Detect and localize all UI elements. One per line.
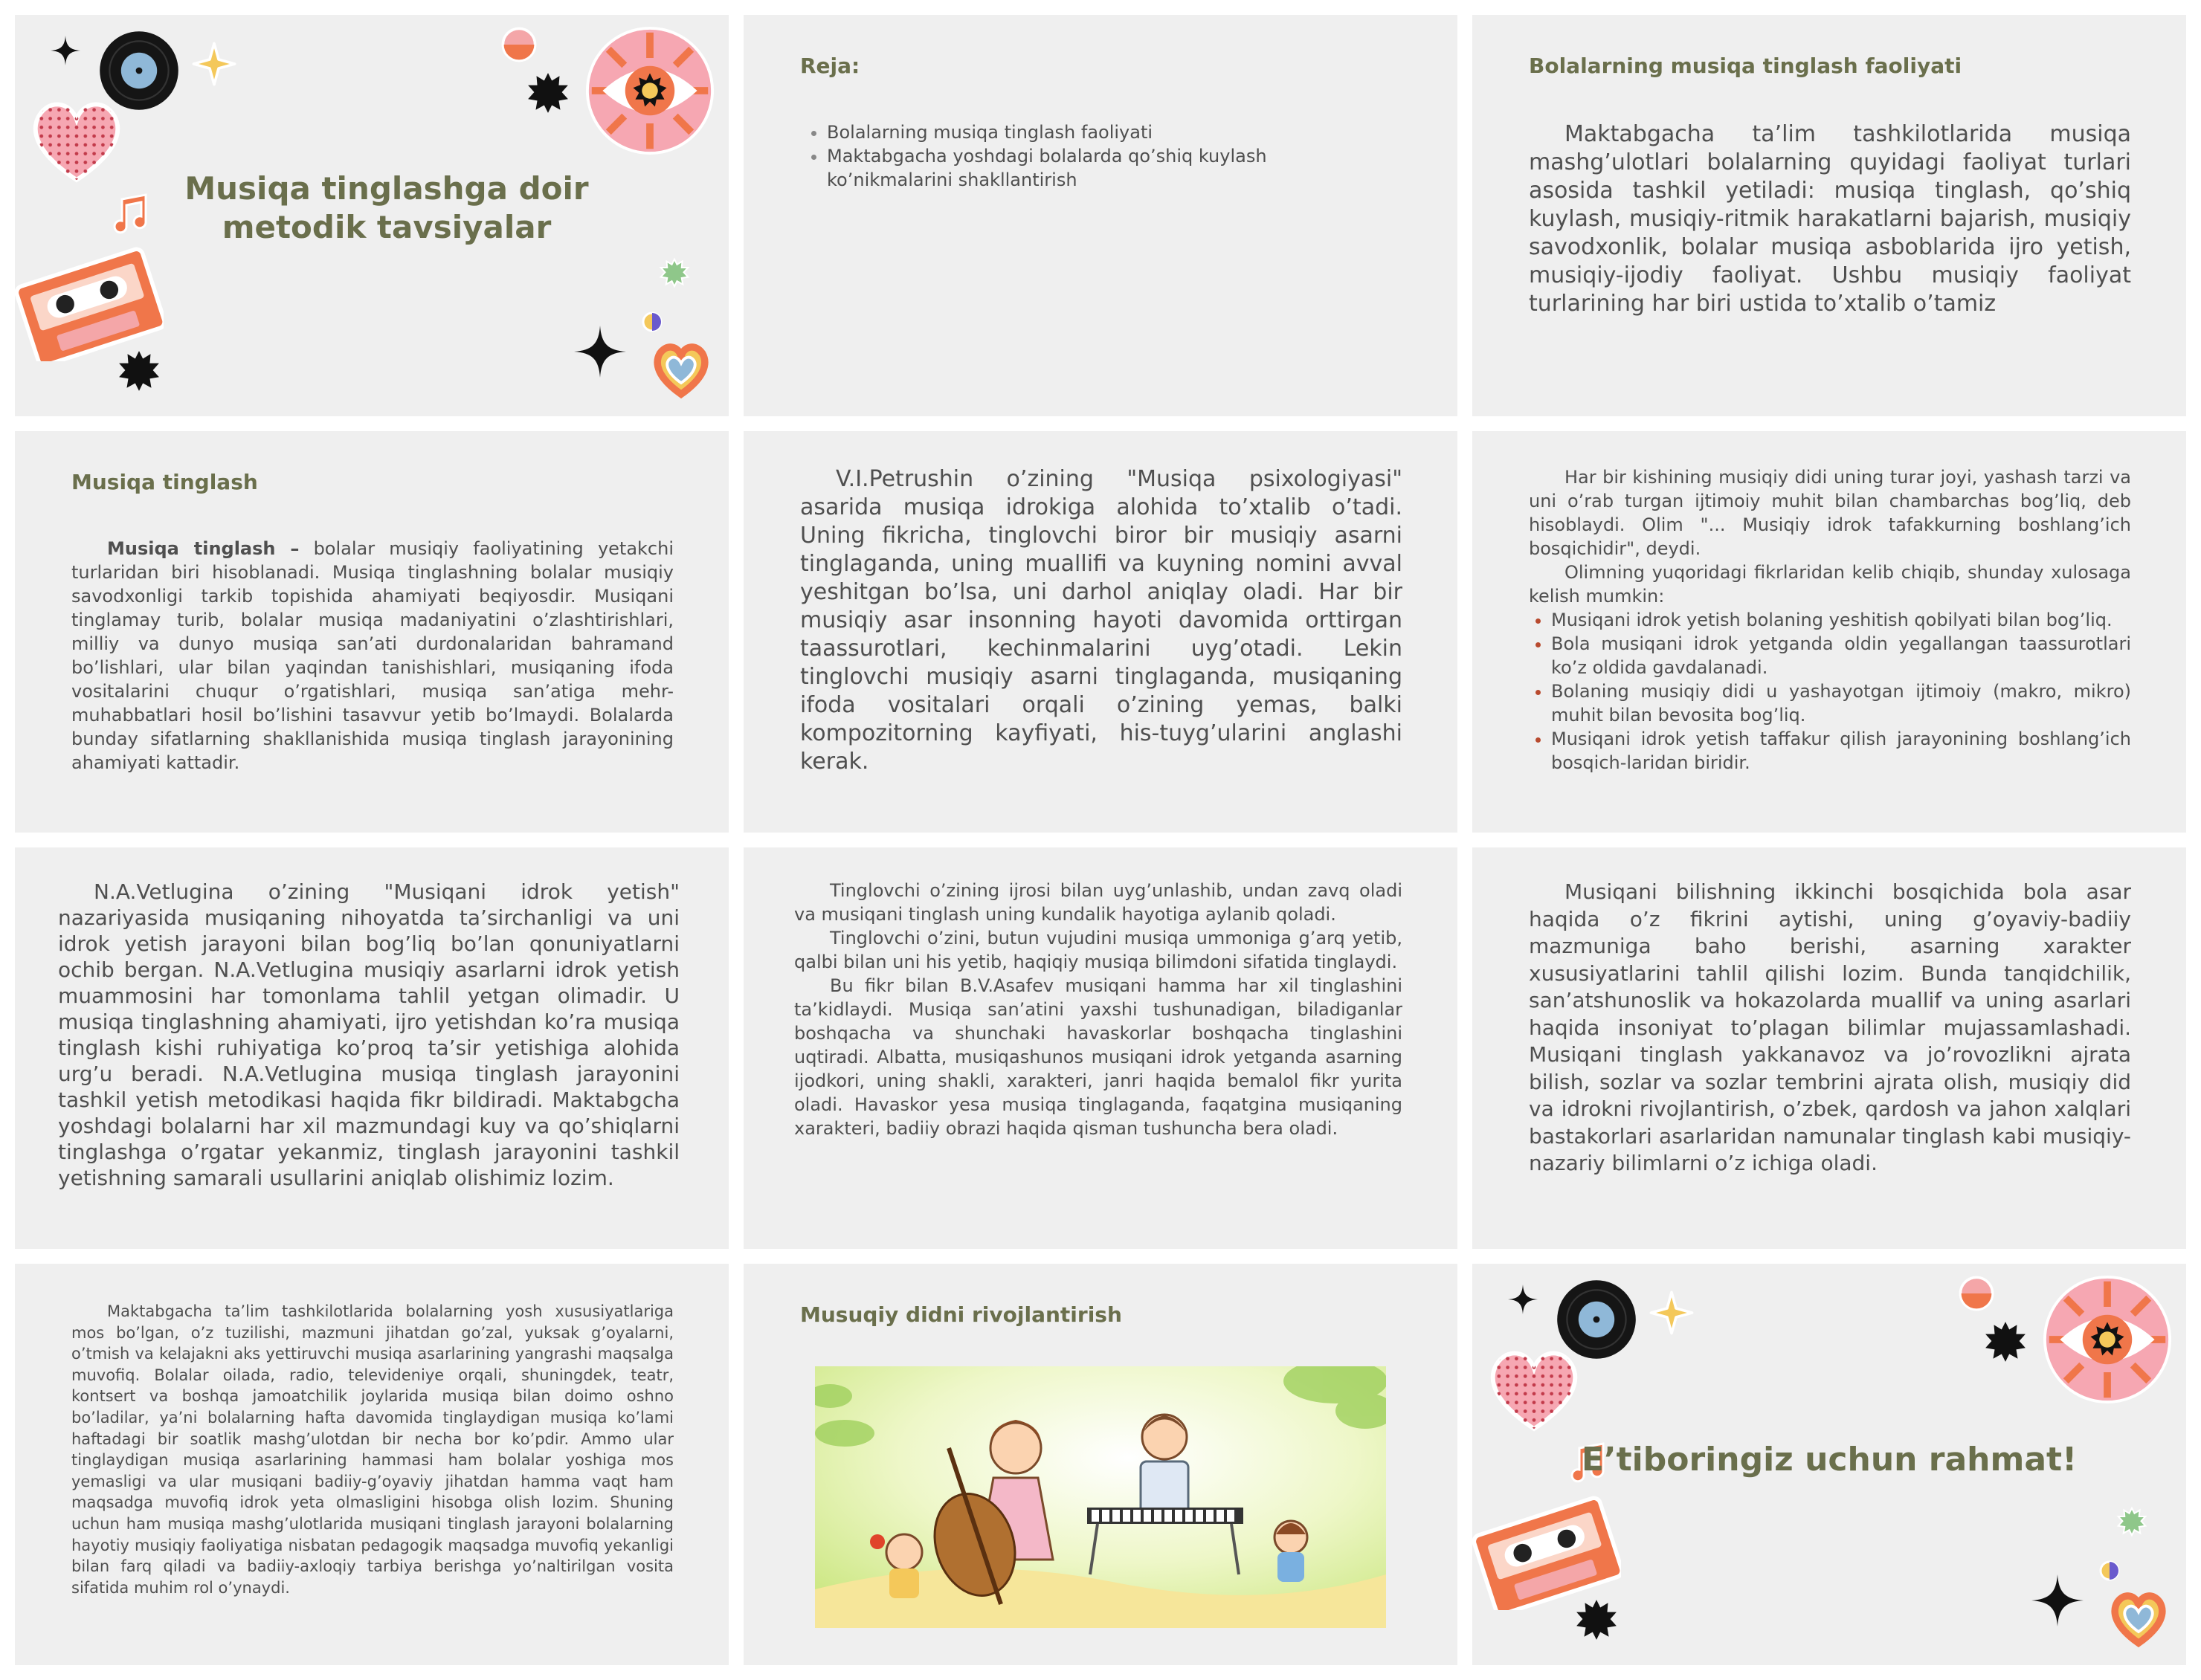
slide-body xyxy=(794,879,1402,1140)
star-icon xyxy=(1649,1290,1694,1335)
cassette-tape-icon xyxy=(15,245,164,361)
slide-11-taste-development xyxy=(744,1264,1457,1665)
slide-9-second-stage xyxy=(1472,847,2186,1249)
sparkle-icon xyxy=(574,326,626,378)
slide-6-taste xyxy=(1472,431,2186,833)
conclusion-list xyxy=(1524,608,2131,775)
slide-3-activity xyxy=(1472,15,2186,416)
half-circle-icon xyxy=(2098,1560,2121,1582)
gear-flower-icon xyxy=(2116,1506,2147,1537)
gear-flower-icon xyxy=(525,70,571,116)
title-line-2: metodik tavsiyalar xyxy=(222,209,552,245)
list-item: • Bola musiqani idrok yetganda oldin yegallangan taassurotlari ko’z oldida gavdalanadi. xyxy=(1551,632,2131,679)
slide-body xyxy=(1529,465,2131,775)
slide-body xyxy=(71,537,674,775)
paragraph: Tinglovchi o’zining ijrosi bilan uyg’unlashib, undan zavq oladi va musiqani tinglash uning kundalik hayotiga aylanib qoladi. xyxy=(794,880,1402,925)
gear-flower-icon xyxy=(1982,1319,2028,1365)
striped-heart-icon xyxy=(653,342,709,398)
slide-1-title xyxy=(15,15,729,416)
music-note-icon xyxy=(107,192,152,236)
body-text: bolalar musiqiy faoliyatining yetakchi turlaridan biri hisoblanadi. Musiqa tinglashning bolalar musiqiy savodxonligi tarkib topishida ahamiyati beqiyosdir. Musiqani tinglamay turib, bolalar musiqa madaniyatini o’zlashtirishlari, milliy va dunyo musiqa san’ati durdonalaridan bahramand bo’lishlari, ular bilan yaqindan tanishishlari, musiqaning ifoda vositalarini chuqur o’rgatishlari, musiqa san’atiga mehr-muhabbatlari hosil bo’lishini tasavvur yetib bo’lmaydi. Bolalarda bunday sifatlarning shakllanishida musiqa tinglash jarayonining ahamiyati kattadir. xyxy=(71,538,674,773)
polka-dot-heart-icon xyxy=(28,97,125,184)
slide-heading: Musuqiy didni rivojlantirish xyxy=(800,1302,1122,1327)
slide-7-vetlugina xyxy=(15,847,729,1249)
bold-lead: Musiqa tinglash – xyxy=(107,538,300,559)
slide-body: V.I.Petrushin o’zining "Musiqa psixologiyasi" asarida musiqa idrokiga alohida to’xtalib o’tadi. Uning fikricha, tinglovchi biror bir musiqiy asarni tinglaganda, uning muallifi va kuyning nomini avval yeshitgan bo’lsa, uni darhol aniqlay oladi. Har bir musiqiy asar insonning hayoti davomida orttirgan taassurotlari, kechinmalarini uyg’otadi. Lekin tinglovchi musiqiy asarni tinglaganda, musiqaning ifoda vositalari orqali o’zining yemas, balki kompozitorning kayfiyati, his-tuyg’ularini anglashi kerak. xyxy=(800,466,1402,775)
slide-body: Musiqani bilishning ikkinchi bosqichida bola asar haqida o’z fikrini aytishi, uning g’oyaviy-badiiy mazmuniga baho berishi, asarning xarakter xususiyatlarini tahlil qilishi lozim. Bunda tanqidchilik, san’atshunoslik va hokazolarda muallif va uning asarlari haqida insoniyat to’plagan bilimlar mujassamlashadi. Musiqani tinglash yakkanavoz va jo’rovozlikni ajrata bilish, sozlar va sozlar tembrini ajrata olish, musiqiy did va idrokni rivojlantirish, o’zbek, qardosh va jahon xalqlari bastakorlari asarlaridan namunalar tinglash kabi musiqiy-nazariy bilimlarni o’z ichiga oladi. xyxy=(1529,879,2131,1175)
slide-2-plan xyxy=(744,15,1457,416)
paragraph: Bu fikr bilan B.V.Asafev musiqani hamma har xil tinglashini ta’kidlaydi. Musiqa san’atini yaxshi tushunadigan, biladiganlar boshqacha va shunchaki havaskorlar boshqacha tinglashini uqtiradi. Albatta, musiqashunos musiqani idrok yetganda asarning ijodkori, uning shakli, xarakteri, janri haqida bemalol fikr yurita oladi. Havaskor yesa musiqa tinglaganda, faqatgina musiqaning xarakteri, badiiy obrazi haqida qisman tushuncha bera oladi. xyxy=(794,975,1402,1139)
list-item: • Bolalarning musiqa tinglash faoliyati xyxy=(827,120,1347,144)
gear-flower-icon xyxy=(1573,1597,1620,1643)
badge-icon xyxy=(1959,1276,1994,1311)
paragraph: Tinglovchi o’zini, butun vujudini musiqa ummoniga g’arq yetib, qalbi bilan uni his yetib, haqiqiy musiqa bilimdoni sifatida tinglaydi. xyxy=(794,928,1402,972)
paragraph: Olimning yuqoridagi fikrlaridan kelib chiqib, shunday xulosaga kelish mumkin: xyxy=(1529,562,2131,607)
sparkle-icon xyxy=(51,36,80,65)
slide-heading: Bolalarning musiqa tinglash faoliyati xyxy=(1529,54,1962,78)
list-item: • Musiqani idrok yetish taffakur qilish jarayonining boshlang’ich bosqich-laridan biridir. xyxy=(1551,727,2131,775)
gear-flower-icon xyxy=(116,348,162,394)
sparkle-icon xyxy=(1508,1285,1538,1314)
slide-title: E’tiboringiz uchun rahmat! xyxy=(1581,1441,2078,1479)
slide-12-thanks xyxy=(1472,1264,2186,1665)
family-music-illustration xyxy=(815,1366,1386,1628)
eye-icon xyxy=(584,25,715,156)
badge-icon xyxy=(501,27,537,62)
slide-4-listening xyxy=(15,431,729,833)
slide-title xyxy=(149,169,625,247)
striped-heart-icon xyxy=(2110,1591,2167,1647)
half-circle-icon xyxy=(641,311,663,333)
cassette-tape-icon xyxy=(1472,1494,1621,1610)
list-item: • Bolaning musiqiy didi u yashayotgan ijtimoiy (makro, mikro) muhit bilan bevosita bog’liq. xyxy=(1551,679,2131,727)
slide-body: N.A.Vetlugina o’zining "Musiqani idrok yetish" nazariyasida musiqaning nihoyatda ta’sirchanligi va uni idrok yetish jarayoni bilan bog’liq bo’lan qonuniyatlarni ochib bergan. N.A.Vetlugina musiqiy asarlarni idrok yetish muammosini har tomonlama tahlil yetgan olimadir. U musiqa tinglashning ahamiyati, ijro yetishdan ko’ra musiqa tinglash kishi ruhiyatiga ko’proq ta’sir yetishiga alohida urg’u beradi. N.A.Vetlugina musiqa tinglash jarayonini tashkil yetish metodikasi haqida fikr bildiradi. Maktabgcha yoshdagi bolalarni har xil mazmundagi kuy va qo’shiqlarni tinglashga o’rgatar yekanmiz, tinglash jarayonini tashkil yetishning samarali usullarini aniqlab olishimiz lozim. xyxy=(58,879,680,1190)
slide-body: Maktabgacha ta’lim tashkilotlarida musiqa mashg’ulotlari bolalarning quyidagi faoliyat turlari asosida tashkil yetiladi: musiqa tinglash, qo’shiq kuylash, musiqiy-ritmik harakatlarni bajarish, musiqiy savodxonlik, bolalar musiqa asboblarida ijro yetish, musiqiy-ijodiy faoliyat. Ushbu musiqiy faoliyat turlarining har biri ustida to’xtalib o’tamiz xyxy=(1529,121,2131,317)
eye-icon xyxy=(2042,1274,2173,1405)
list-item: • Maktabgacha yoshdagi bolalarda qo’shiq kuylash ko’nikmalarini shakllantirish xyxy=(827,144,1347,192)
slide-5-petrushin xyxy=(744,431,1457,833)
paragraph: Har bir kishining musiqiy didi uning turar joyi, yashash tarzi va uni o’rab turgan ijtimoiy muhit bilan chambarchas bog’liq, deb hisoblaydi. Olim "... Musiqiy idrok tafakkurning boshlang’ich bosqichidir", deydi. xyxy=(1529,467,2131,559)
slide-heading: Musiqa tinglash xyxy=(71,470,258,494)
slide-body: Maktabgacha ta’lim tashkilotlarida bolalarning yosh xususiyatlariga mos bo’lgan, o’z tuzilishi, mazmuni jihatdan go’zal, yuksak g’oyalarni, o’tmish va kelajakni aks yettiruvchi musiqa asarlarining yangrashi maqsalga muvofiq. Bolalar oilada, radio, televideniye orqali, shuningdek, teatr, kontsert va boshqa jamoatchilik joylarida musiqa bilan doimo oshno bo’ladilar, ya’ni bolalarning hafta davomida tinglaydigan musiqa ko’lami haftadagi bir soatlik mashg’ulotdan bir necha bor ko’pdir. Ammo ular tinglaydigan musiqa asarlarining hammasi ham bolalar yoshiga mos yemasligi va ular musiqani badiiy-g’oyaviy jihatdan hamma vaqt ham maqsadga muvofiq idrok yeta olmasligini hisobga olish lozim. Shuning uchun ham musiqa mashg’ulotlarida musiqani tinglash jarayoni bolalarning hayotiy musiqiy faoliyatiga nisbatan pedagogik maqsadga muvofiq yekanligi bilan farq qiladi va badiiy-axloqiy tarbiya berishga yo’naltirilgan vosita sifatida muhim rol o’ynaydi. xyxy=(71,1302,674,1597)
slide-8-listener xyxy=(744,847,1457,1249)
list-item: • Musiqani idrok yetish bolaning yeshitish qobilyati bilan bog’liq. xyxy=(1551,608,2131,632)
plan-list xyxy=(806,120,1347,192)
slide-heading: Reja: xyxy=(800,54,860,78)
polka-dot-heart-icon xyxy=(1486,1345,1582,1433)
title-line-1: Musiqa tinglashga doir xyxy=(184,170,589,207)
sparkle-icon xyxy=(2031,1574,2084,1626)
star-icon xyxy=(192,42,236,86)
gear-flower-icon xyxy=(659,257,690,288)
slide-10-preschool xyxy=(15,1264,729,1665)
